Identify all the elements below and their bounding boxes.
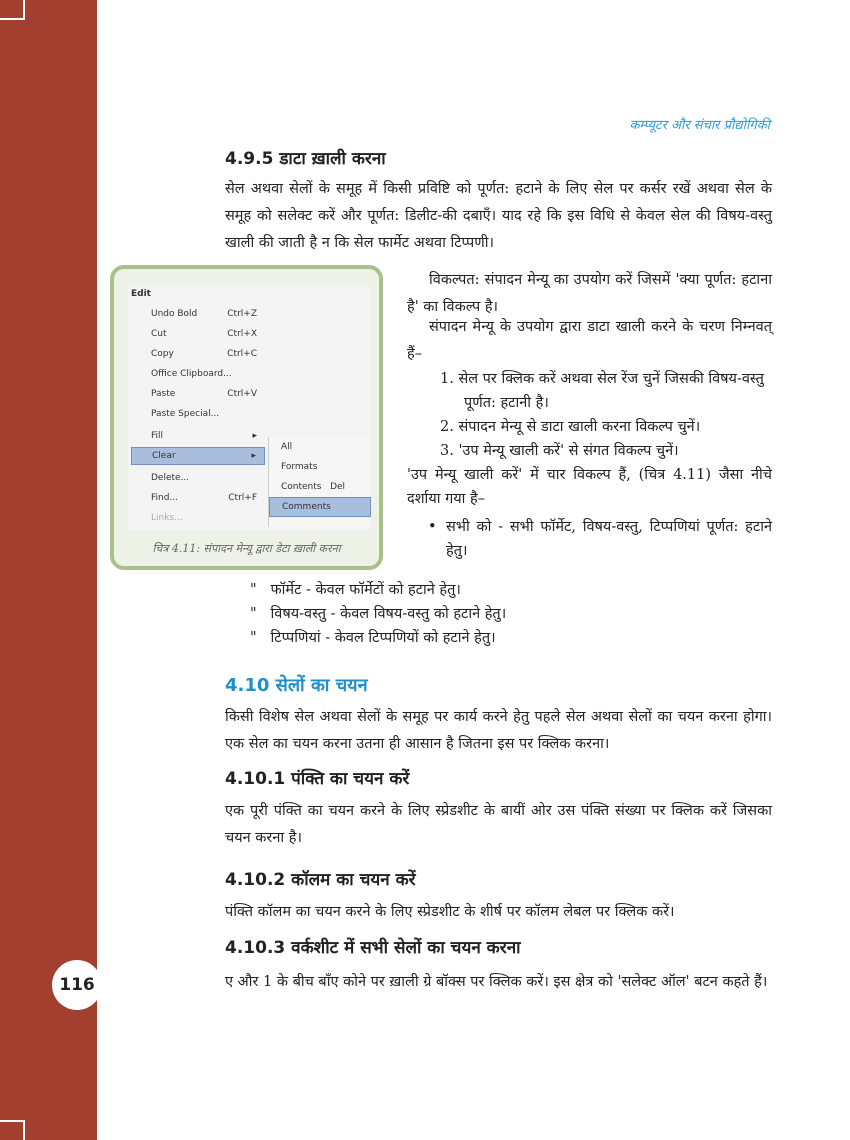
- menu-item-label: Clear: [152, 451, 176, 461]
- figure-caption: चित्र 4.11: संपादन मेन्यू द्वारा डेटा ख़ाली करना: [152, 542, 341, 555]
- paragraph: विकल्पत: संपादन मेन्यू का उपयोग करें जिसमें 'क्या पूर्णत: हटाना है' का विकल्प है।: [407, 272, 772, 315]
- paragraph: एक पूरी पंक्ति का चयन करने के लिए स्प्रेडशीट के बायीं ओर उस पंक्ति संख्या पर क्लिक करें जिसका चयन करना है।: [225, 803, 772, 846]
- menu-item-selected: [131, 447, 265, 465]
- menu-item-label: Links...: [151, 513, 183, 523]
- page-number: 116: [52, 960, 102, 1010]
- edit-menu-screenshot: [128, 287, 371, 530]
- paragraph: 'उप मेन्यू खाली करें' में चार विकल्प हैं, (चित्र 4.11) जैसा नीचे दर्शाया गया है–: [407, 467, 772, 507]
- menu-item: [131, 489, 265, 507]
- crop-mark: [0, 0, 25, 20]
- submenu-item: Contents Del: [281, 482, 346, 492]
- sub-bullet-item: " फॉर्मेट - केवल फॉर्मेटों को हटाने हेतु।: [250, 582, 461, 598]
- menu-item-disabled: [131, 509, 265, 527]
- submenu-item: All: [281, 442, 293, 452]
- menu-shortcut: Ctrl+X: [227, 329, 257, 339]
- submenu-arrow-icon: ▸: [252, 431, 257, 441]
- figure: [110, 265, 383, 570]
- menu-item: [131, 469, 265, 487]
- sub-bullet-text: फॉर्मेट - केवल फॉर्मेटों को हटाने हेतु।: [270, 582, 461, 598]
- menu-item: [131, 345, 265, 363]
- paragraph: किसी विशेष सेल अथवा सेलों के समूह पर कार्य करने हेतु पहले सेल अथवा सेलों का चयन करना होगा। एक सेल का चयन करना उतना ही आसान है जितना इस पर क्लिक करना।: [225, 709, 772, 752]
- running-header: कम्प्यूटर और संचार प्रौद्योगिकी: [629, 118, 770, 133]
- section-heading: 4.10.1 पंक्ति का चयन करें: [225, 769, 410, 789]
- section-heading: 4.10 सेलों का चयन: [225, 675, 368, 696]
- clear-submenu: [268, 437, 371, 527]
- step-item: 3. 'उप मेन्यू खाली करें' से संगत विकल्प चुनें।: [440, 443, 679, 459]
- paragraph: पंक्ति कॉलम का चयन करने के लिए स्प्रेडशीट के शीर्ष पर कॉलम लेबल पर क्लिक करें।: [225, 904, 675, 920]
- bullet-item: सभी को - सभी फॉर्मेट, विषय-वस्तु, टिप्पणियां पूर्णत: हटाने हेतु।: [446, 519, 772, 559]
- submenu-arrow-icon: ▸: [251, 451, 256, 461]
- step-item: 2. संपादन मेन्यू से डाटा खाली करना विकल्प चुनें।: [440, 419, 701, 435]
- menu-item: [131, 405, 265, 423]
- menu-item-label: Paste Special...: [151, 409, 220, 419]
- sub-bullet-text: विषय-वस्तु - केवल विषय-वस्तु को हटाने हेतु।: [270, 606, 507, 622]
- menu-item-label: Fill: [151, 431, 164, 441]
- menu-item-label: Copy: [151, 349, 174, 359]
- menu-item: [131, 427, 265, 445]
- menu-item-label: Delete...: [151, 473, 190, 483]
- section-heading: 4.10.2 कॉलम का चयन करें: [225, 870, 416, 890]
- menu-item-label: Office Clipboard...: [151, 369, 232, 379]
- sub-bullet-item: " टिप्पणियां - केवल टिप्पणियों को हटाने हेतु।: [250, 630, 496, 646]
- step-item: 1. सेल पर क्लिक करें अथवा सेल रेंज चुनें जिसकी विषय-वस्तु पूर्णत: हटानी है।: [440, 371, 764, 411]
- menu-shortcut: Ctrl+Z: [227, 309, 257, 319]
- menu-item: [131, 305, 265, 323]
- menu-item-label: Find...: [151, 493, 179, 503]
- menu-shortcut: Ctrl+F: [228, 493, 257, 503]
- submenu-item-selected: Comments: [269, 497, 371, 517]
- menu-item: [131, 385, 265, 403]
- menu-title: Edit: [131, 289, 151, 299]
- paragraph: सेल अथवा सेलों के समूह में किसी प्रविष्टि को पूर्णत: हटाने के लिए सेल पर कर्सर रखें अथवा सेल के समूह को सलेक्ट करें और पूर्णत: डिलीट-की दबाएँ। याद रहे कि इस विधि से केवल सेल की विषय-वस्तु खाली की जाती है न कि सेल फार्मेट अथवा टिप्पणी।: [225, 181, 772, 251]
- bullet-icon: •: [428, 519, 437, 535]
- menu-shortcut: Ctrl+V: [227, 389, 257, 399]
- submenu-item: Formats: [281, 462, 318, 472]
- section-heading: 4.9.5 डाटा ख़ाली करना: [225, 149, 386, 169]
- menu-item: [131, 325, 265, 343]
- menu-shortcut: Ctrl+C: [227, 349, 257, 359]
- crop-mark: [0, 1120, 25, 1140]
- menu-item-label: Paste: [151, 389, 176, 399]
- paragraph: संपादन मेन्यू के उपयोग द्वारा डाटा खाली करने के चरण निम्नवत् हैं–: [407, 319, 772, 362]
- menu-item-label: Cut: [151, 329, 167, 339]
- menu-item: [131, 365, 265, 383]
- section-heading: 4.10.3 वर्कशीट में सभी सेलों का चयन करना: [225, 938, 521, 958]
- sub-bullet-text: टिप्पणियां - केवल टिप्पणियों को हटाने हेतु।: [270, 630, 496, 646]
- menu-item-label: Undo Bold: [151, 309, 198, 319]
- sub-bullet-item: " विषय-वस्तु - केवल विषय-वस्तु को हटाने हेतु।: [250, 606, 507, 622]
- paragraph: ए और 1 के बीच बाँए कोने पर ख़ाली ग्रे बॉक्स पर क्लिक करें। इस क्षेत्र को 'सलेक्ट ऑल' बटन कहते हैं।: [225, 974, 768, 990]
